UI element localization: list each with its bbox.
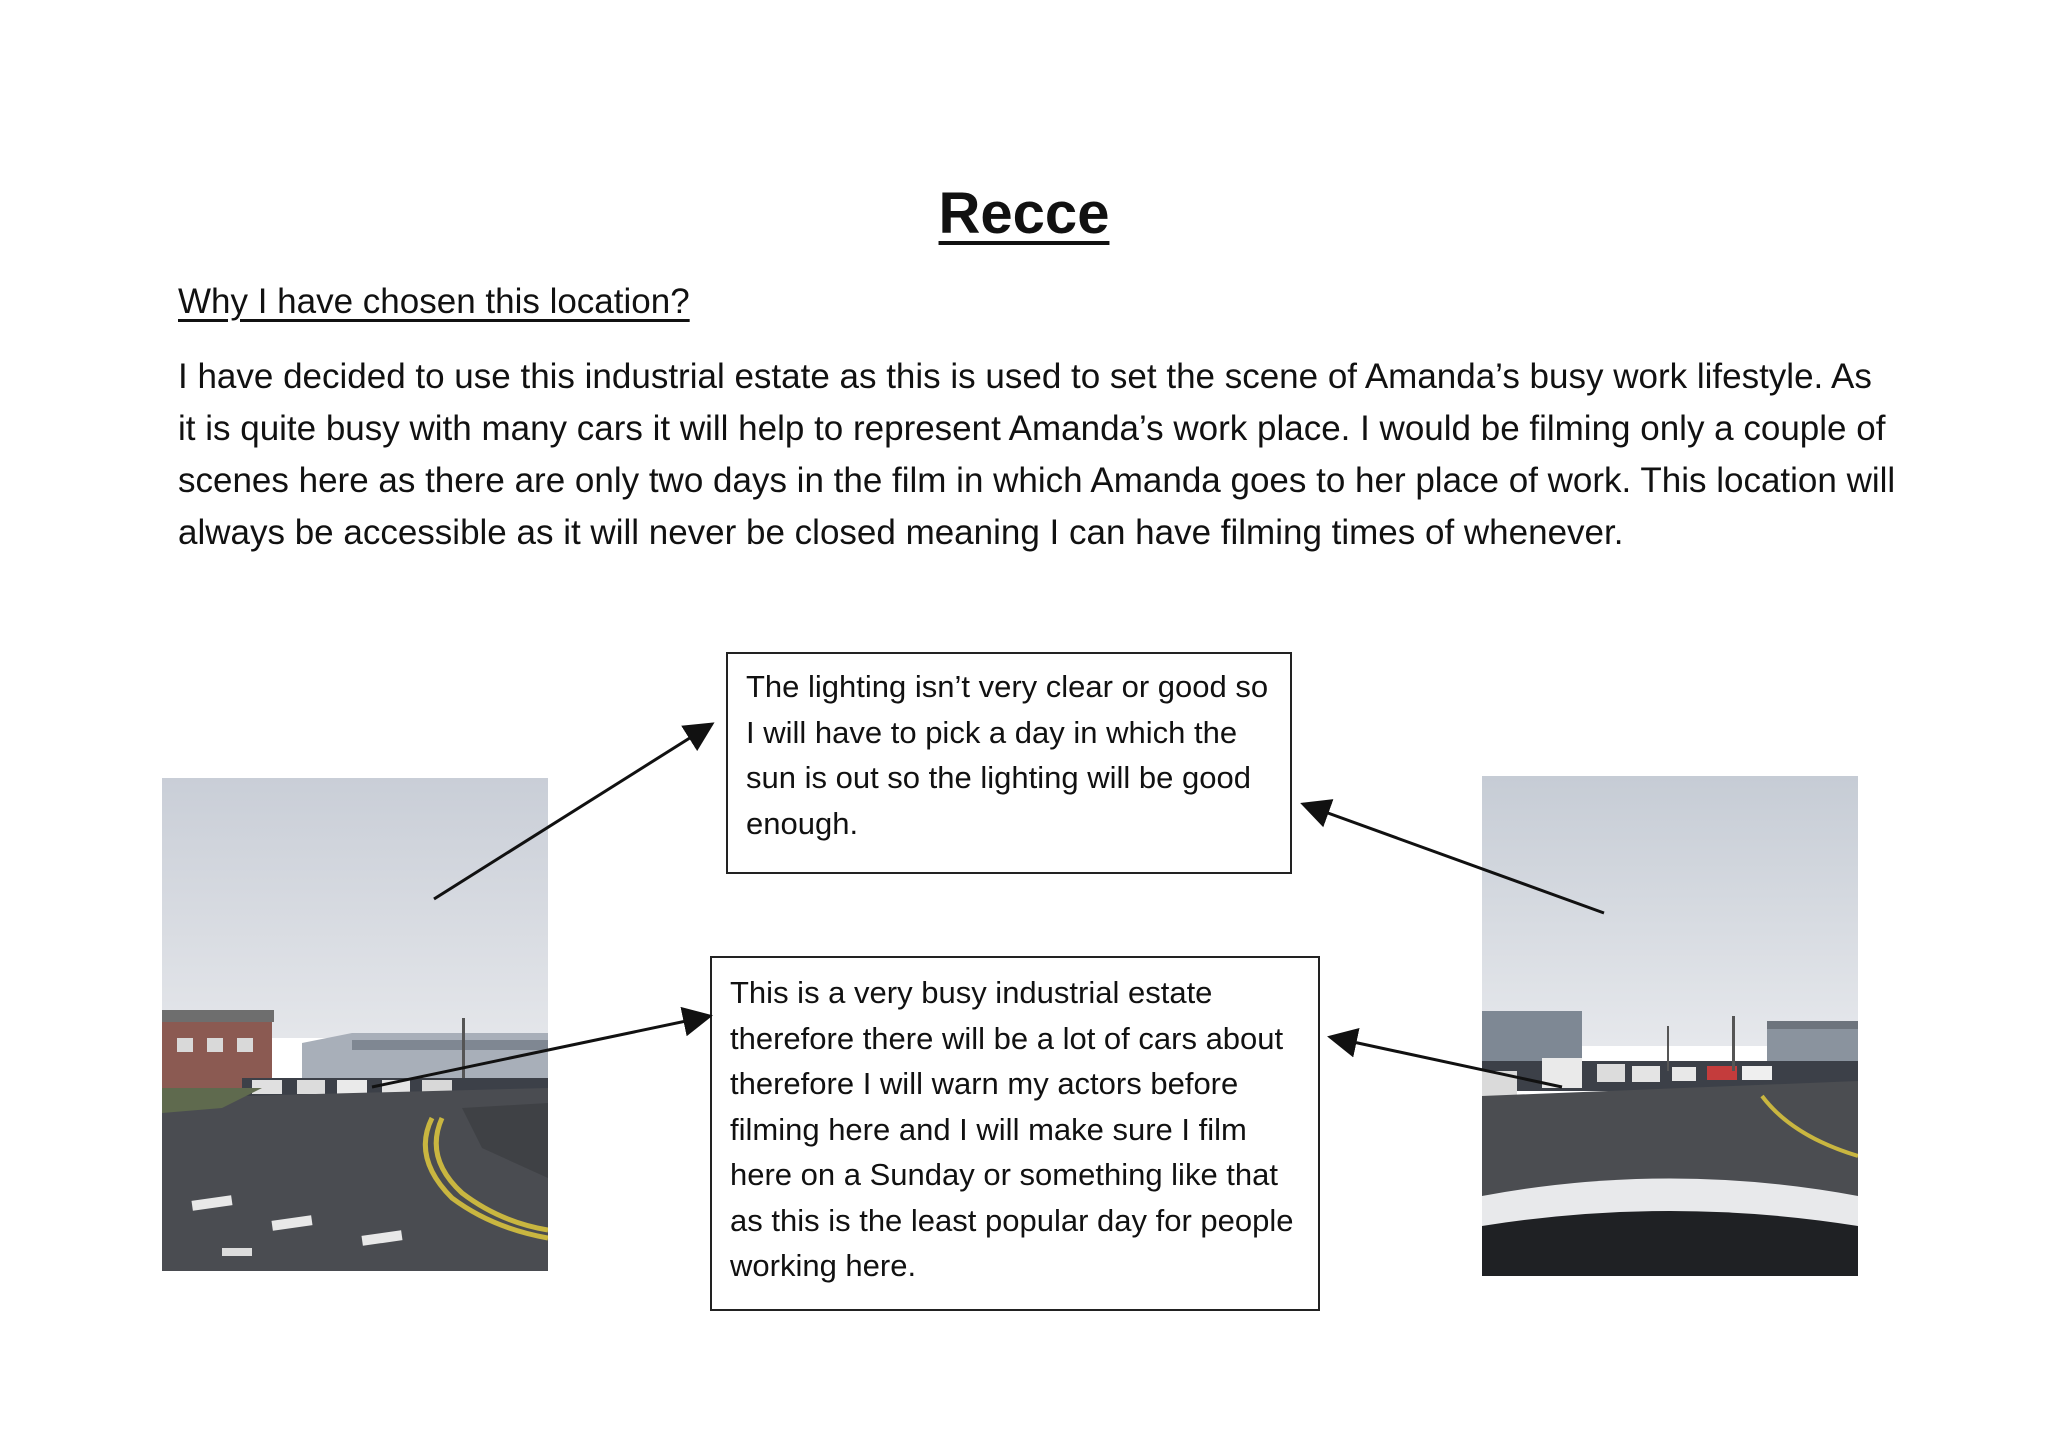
page-title: Recce — [938, 181, 1110, 246]
lighting-note: The lighting isn’t very clear or good so I will have to pick a day in which the sun is out so the lighting will be good enough. — [726, 652, 1292, 874]
location-photo-left — [162, 778, 548, 1271]
location-photo-right — [1482, 776, 1858, 1276]
section-heading: Why I have chosen this location? — [178, 282, 690, 321]
location-description: I have decided to use this industrial estate as this is used to set the scene of Amanda’s busy work lifestyle. As it is quite busy with many cars it will help to represent Amanda’s work place. I would be filming only a couple of scenes here as there are only two days in the film in which Amanda goes to her place of work. This location will always be accessible as it will never be closed meaning I can have filming times of whenever. — [178, 357, 1896, 552]
busy-estate-note: This is a very busy industrial estate therefore there will be a lot of cars about therefore I will warn my actors before filming here and I will make sure I film here on a Sunday or something like that as this is the least popular day for people working here. — [710, 956, 1320, 1311]
